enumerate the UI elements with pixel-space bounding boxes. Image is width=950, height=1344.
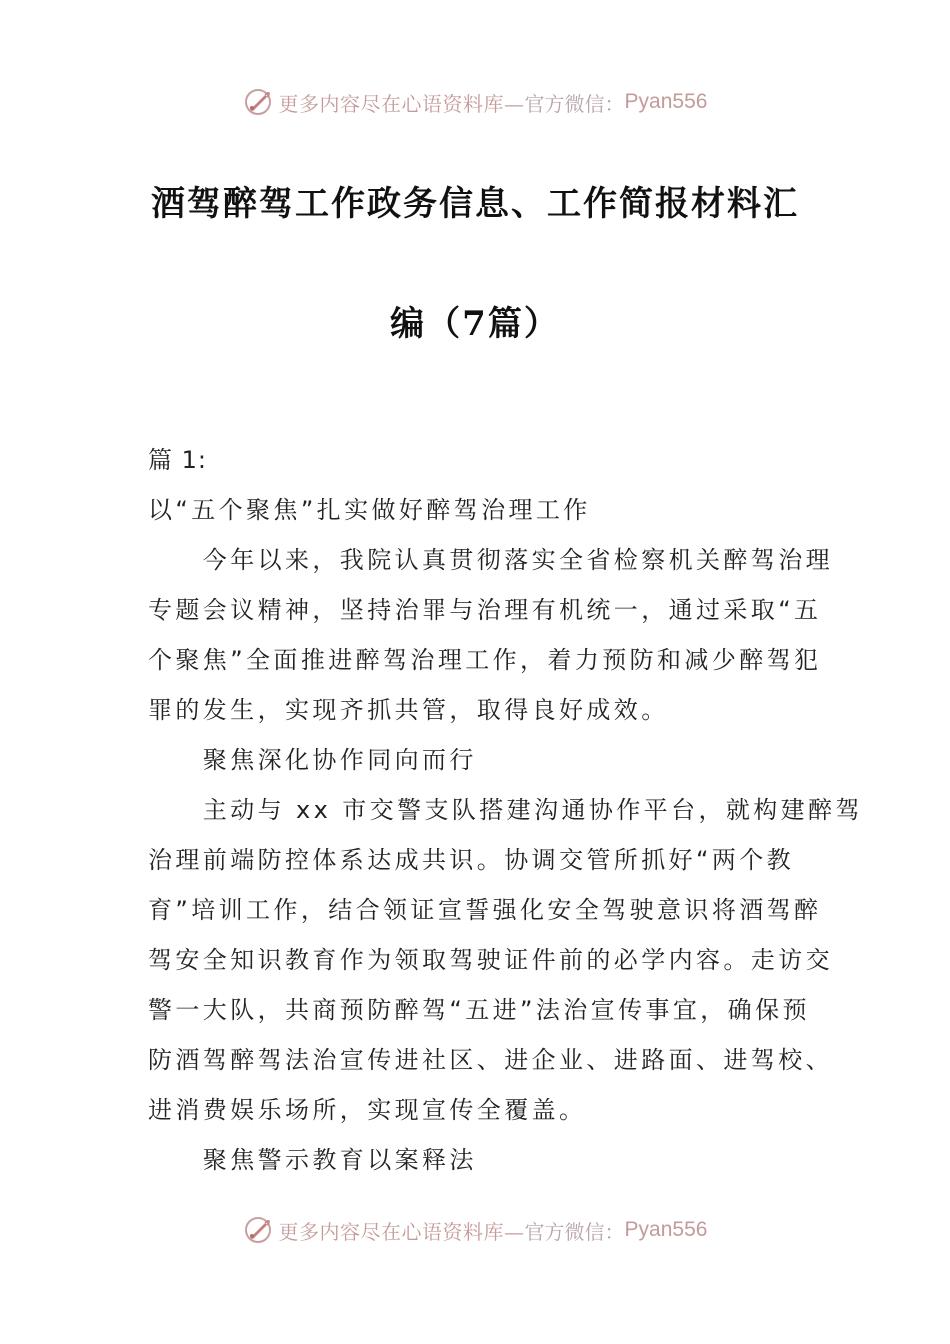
watermark-wechat-id: Pyan556 <box>624 1218 708 1241</box>
footer-watermark <box>0 1212 950 1248</box>
paragraph-line: 防酒驾醉驾法治宣传进社区、进企业、进路面、进驾校、 <box>148 1046 833 1074</box>
watermark-text: 更多内容尽在心语资料库— <box>278 1219 525 1244</box>
paragraph-line: 驾安全知识教育作为领取驾驶证件前的必学内容。走访交 <box>148 946 833 974</box>
subheading-line: 聚焦警示教育以案释法 <box>148 1146 477 1174</box>
article-heading: 以“五个聚焦”扎实做好醉驾治理工作 <box>148 496 591 524</box>
watermark-wechat-label: 官方微信： <box>524 1219 625 1244</box>
paragraph-line: 罪的发生，实现齐抓共管，取得良好成效。 <box>148 696 669 724</box>
watermark-wechat-id: Pyan556 <box>624 90 708 113</box>
paragraph-line: 进消费娱乐场所，实现宣传全覆盖。 <box>148 1096 587 1124</box>
subheading-line: 聚焦深化协作同向而行 <box>148 746 477 774</box>
watermark-text: 更多内容尽在心语资料库— <box>278 91 525 116</box>
section-label: 篇 1: <box>148 446 207 474</box>
header-watermark <box>0 84 950 120</box>
page-title-line-2: 编（7篇） <box>390 304 560 344</box>
page-title-line-1: 酒驾醉驾工作政务信息、工作简报材料汇 <box>151 184 799 224</box>
quill-logo-icon <box>243 1215 273 1245</box>
paragraph-line: 个聚焦”全面推进醉驾治理工作，着力预防和减少醉驾犯 <box>148 646 822 674</box>
paragraph-line: 主动与 xx 市交警支队搭建沟通协作平台，就构建醉驾 <box>148 796 863 824</box>
watermark-wechat-label: 官方微信： <box>524 91 625 116</box>
paragraph-line: 专题会议精神，坚持治罪与治理有机统一，通过采取“五 <box>148 596 822 624</box>
paragraph-line: 今年以来，我院认真贯彻落实全省检察机关醉驾治理 <box>148 546 833 574</box>
paragraph-line: 治理前端防控体系达成共识。协调交管所抓好“两个教 <box>148 846 795 874</box>
quill-logo-icon <box>243 87 273 117</box>
paragraph-line: 警一大队，共商预防醉驾“五进”法治宣传事宜，确保预 <box>148 996 810 1024</box>
paragraph-line: 育”培训工作，结合领证宣誓强化安全驾驶意识将酒驾醉 <box>148 896 822 924</box>
